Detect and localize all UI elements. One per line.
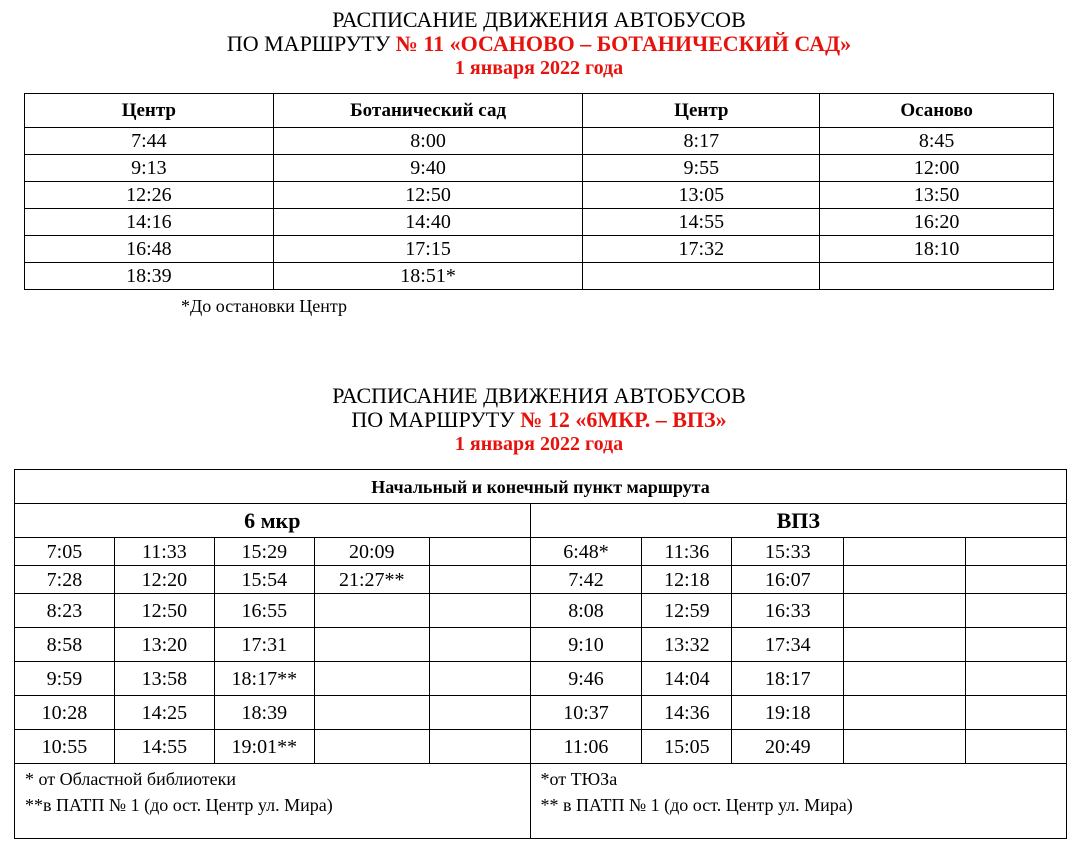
route12-note-line: * от Областной библиотеки — [25, 769, 237, 789]
route12-table-row — [15, 538, 1067, 566]
route12-direction-row — [15, 504, 1067, 538]
route11-header-osanovo: Осаново — [820, 94, 1054, 128]
route12-time-cell: 10:37 — [530, 696, 642, 730]
route11-title-line2 — [0, 32, 1078, 56]
route12-heading — [0, 384, 1078, 456]
route11-footnote: *До остановки Центр — [181, 296, 348, 316]
route12-time-cell: 16:55 — [214, 594, 314, 628]
route11-time-cell: 9:40 — [273, 155, 583, 182]
route12-time-cell — [966, 538, 1067, 566]
route12-time-cell: 10:55 — [15, 730, 115, 764]
route11-header-row — [25, 94, 1054, 128]
route12-time-cell — [844, 628, 966, 662]
route11-time-cell — [820, 263, 1054, 290]
route11-time-cell: 14:55 — [583, 209, 820, 236]
route12-time-cell — [314, 628, 429, 662]
route12-time-cell: 7:05 — [15, 538, 115, 566]
route12-time-cell: 20:09 — [314, 538, 429, 566]
route12-time-cell — [844, 730, 966, 764]
route12-notes-right — [530, 764, 1066, 839]
route12-time-cell: 20:49 — [732, 730, 844, 764]
route12-time-cell: 9:59 — [15, 662, 115, 696]
route11-timetable-body — [25, 128, 1054, 290]
route11-table-row — [25, 236, 1054, 263]
route12-table-row — [15, 628, 1067, 662]
route11-table-row — [25, 155, 1054, 182]
route12-time-cell: 15:33 — [732, 538, 844, 566]
route12-time-cell — [314, 730, 429, 764]
route12-route-name: № 12 «6МКР. – ВПЗ» — [520, 407, 727, 432]
route12-time-cell: 18:39 — [214, 696, 314, 730]
route12-notes-left — [15, 764, 531, 839]
route12-time-cell — [844, 594, 966, 628]
route12-date: 1 января 2022 года — [454, 433, 624, 455]
route11-time-cell: 16:20 — [820, 209, 1054, 236]
route12-time-cell: 6:48* — [530, 538, 642, 566]
route12-table-row — [15, 696, 1067, 730]
route11-time-cell: 18:10 — [820, 236, 1054, 263]
route11-time-cell — [583, 263, 820, 290]
route12-time-cell — [966, 566, 1067, 594]
route11-table-row — [25, 209, 1054, 236]
route12-time-cell — [314, 594, 429, 628]
route11-time-cell: 8:17 — [583, 128, 820, 155]
route12-time-cell — [429, 538, 530, 566]
route12-time-cell: 17:31 — [214, 628, 314, 662]
route12-time-cell — [966, 594, 1067, 628]
route12-time-cell — [314, 662, 429, 696]
route11-time-cell: 8:00 — [273, 128, 583, 155]
route11-time-cell: 16:48 — [25, 236, 274, 263]
route12-time-cell: 7:42 — [530, 566, 642, 594]
route12-table-row — [15, 730, 1067, 764]
route12-time-cell: 13:20 — [114, 628, 214, 662]
route11-time-cell: 14:40 — [273, 209, 583, 236]
route12-time-cell — [966, 662, 1067, 696]
route12-table-row — [15, 594, 1067, 628]
route12-time-cell: 19:18 — [732, 696, 844, 730]
route12-time-cell: 9:46 — [530, 662, 642, 696]
route11-time-cell: 8:45 — [820, 128, 1054, 155]
route12-time-cell — [844, 566, 966, 594]
route12-note-line: *от ТЮЗа — [540, 769, 618, 789]
route11-title-prefix: ПО МАРШРУТУ — [226, 31, 391, 56]
route12-time-cell: 13:58 — [114, 662, 214, 696]
route12-time-cell: 13:32 — [642, 628, 732, 662]
route12-title-line2 — [0, 408, 1078, 432]
route12-time-cell: 11:36 — [642, 538, 732, 566]
route12-table-row — [15, 662, 1067, 696]
route12-notes-row — [15, 764, 1067, 839]
route12-time-cell — [429, 730, 530, 764]
route12-time-cell: 18:17** — [214, 662, 314, 696]
route12-main-header: Начальный и конечный пункт маршрута — [15, 470, 1067, 504]
route12-time-cell: 8:08 — [530, 594, 642, 628]
route12-time-cell: 15:29 — [214, 538, 314, 566]
route12-time-cell: 12:20 — [114, 566, 214, 594]
route12-main-header-row — [15, 470, 1067, 504]
route12-title-line1: РАСПИСАНИЕ ДВИЖЕНИЯ АВТОБУСОВ — [332, 383, 746, 408]
route12-time-cell — [966, 730, 1067, 764]
route11-time-cell: 17:32 — [583, 236, 820, 263]
route11-time-cell: 18:51* — [273, 263, 583, 290]
route11-time-cell: 9:13 — [25, 155, 274, 182]
route11-time-cell: 7:44 — [25, 128, 274, 155]
route12-title-prefix: ПО МАРШРУТУ — [351, 407, 515, 432]
route11-time-cell: 14:16 — [25, 209, 274, 236]
route12-timetable-body — [15, 470, 1067, 839]
route12-direction-vpz: ВПЗ — [530, 504, 1066, 538]
route12-time-cell: 14:55 — [114, 730, 214, 764]
route12-time-cell: 14:04 — [642, 662, 732, 696]
route12-time-cell — [844, 662, 966, 696]
route11-header-tsentr-1: Центр — [25, 94, 274, 128]
route12-note-line: **в ПАТП № 1 (до ост. Центр ул. Мира) — [25, 795, 333, 815]
route11-time-cell: 18:39 — [25, 263, 274, 290]
route11-time-cell: 13:05 — [583, 182, 820, 209]
route12-time-cell: 10:28 — [15, 696, 115, 730]
route12-note-line: ** в ПАТП № 1 (до ост. Центр ул. Мира) — [540, 795, 853, 815]
route12-time-cell: 15:05 — [642, 730, 732, 764]
route11-time-cell: 12:50 — [273, 182, 583, 209]
route12-time-cell: 12:18 — [642, 566, 732, 594]
route12-time-cell: 14:36 — [642, 696, 732, 730]
route11-title-line1: РАСПИСАНИЕ ДВИЖЕНИЯ АВТОБУСОВ — [332, 7, 746, 32]
route11-time-cell: 13:50 — [820, 182, 1054, 209]
route12-time-cell — [429, 594, 530, 628]
route11-timetable — [24, 93, 1054, 290]
route11-heading — [0, 8, 1078, 80]
route11-time-cell: 17:15 — [273, 236, 583, 263]
route11-table-row — [25, 182, 1054, 209]
route12-time-cell — [429, 566, 530, 594]
route12-time-cell — [314, 696, 429, 730]
route12-time-cell: 12:50 — [114, 594, 214, 628]
route12-time-cell: 17:34 — [732, 628, 844, 662]
route12-time-cell: 11:33 — [114, 538, 214, 566]
route12-time-cell: 12:59 — [642, 594, 732, 628]
route12-time-cell: 16:33 — [732, 594, 844, 628]
route11-header-botanical-garden: Ботанический сад — [273, 94, 583, 128]
route12-time-cell: 21:27** — [314, 566, 429, 594]
route11-route-name: № 11 «ОСАНОВО – БОТАНИЧЕСКИЙ САД» — [395, 31, 852, 56]
route12-time-cell: 18:17 — [732, 662, 844, 696]
route12-time-cell: 14:25 — [114, 696, 214, 730]
route11-header-tsentr-2: Центр — [583, 94, 820, 128]
route11-date: 1 января 2022 года — [454, 57, 624, 79]
route12-time-cell: 8:23 — [15, 594, 115, 628]
route12-time-cell — [844, 538, 966, 566]
route12-time-cell — [429, 662, 530, 696]
route12-time-cell: 15:54 — [214, 566, 314, 594]
route12-table-row — [15, 566, 1067, 594]
route12-time-cell — [966, 628, 1067, 662]
route12-time-cell — [429, 696, 530, 730]
route12-time-cell: 16:07 — [732, 566, 844, 594]
route12-time-cell — [429, 628, 530, 662]
route12-time-cell: 11:06 — [530, 730, 642, 764]
route11-time-cell: 9:55 — [583, 155, 820, 182]
route11-time-cell: 12:00 — [820, 155, 1054, 182]
route12-time-cell — [966, 696, 1067, 730]
route11-time-cell: 12:26 — [25, 182, 274, 209]
route11-table-row — [25, 128, 1054, 155]
route12-time-cell: 8:58 — [15, 628, 115, 662]
route12-timetable — [14, 469, 1067, 839]
route12-direction-6mkr: 6 мкр — [15, 504, 531, 538]
route12-time-cell: 19:01** — [214, 730, 314, 764]
route12-time-cell: 9:10 — [530, 628, 642, 662]
route12-time-cell — [844, 696, 966, 730]
route12-time-cell: 7:28 — [15, 566, 115, 594]
route11-table-row — [25, 263, 1054, 290]
